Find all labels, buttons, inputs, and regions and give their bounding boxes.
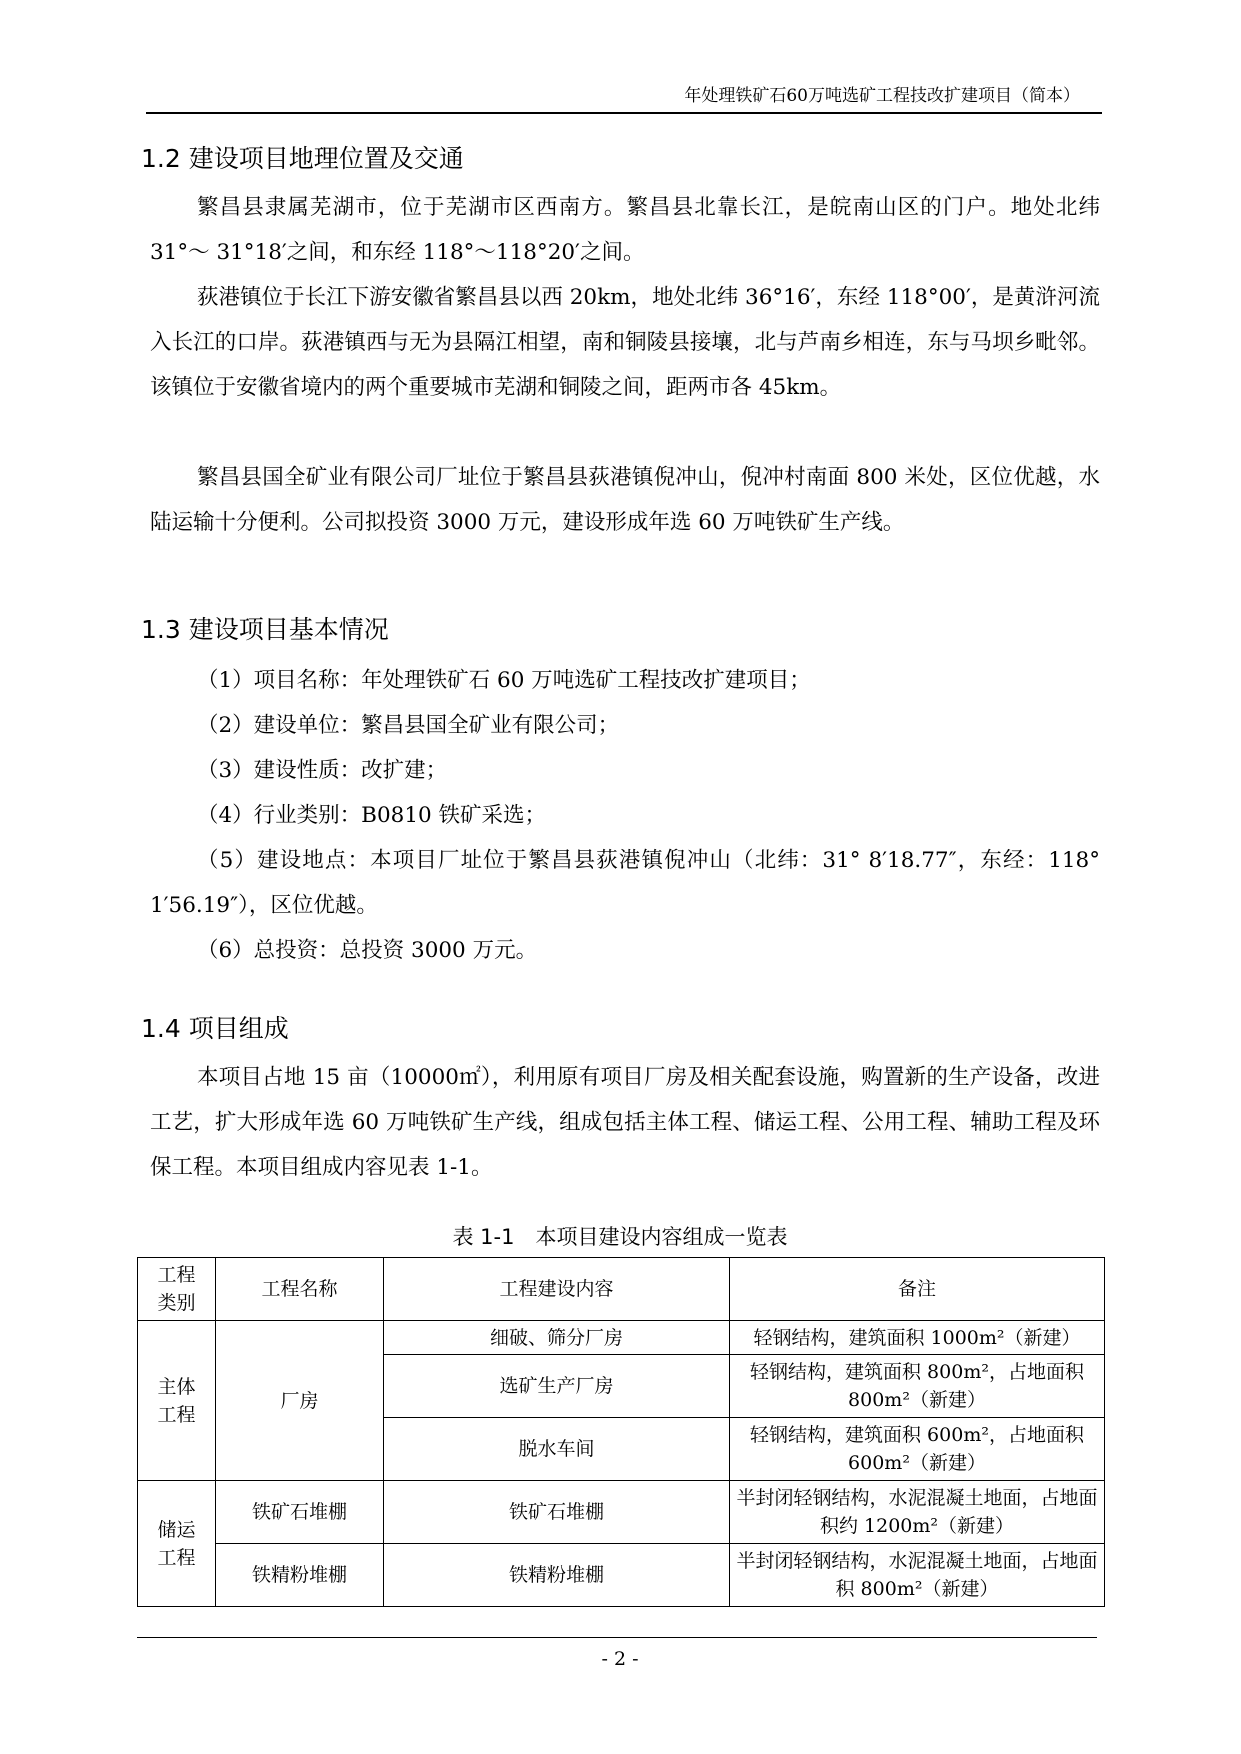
section-heading-1-3: 1.3 建设项目基本情况 — [141, 615, 389, 644]
category-cell: 储运工程 — [138, 1481, 216, 1607]
header-category: 工程类别 — [138, 1258, 216, 1321]
info-item-unit: （2）建设单位：繁昌县国全矿业有限公司； — [197, 713, 620, 738]
info-item-investment: （6）总投资：总投资 3000 万元。 — [197, 938, 538, 963]
table-row — [138, 1544, 1105, 1607]
content-cell: 细破、筛分厂房 — [384, 1321, 730, 1355]
remark-cell: 轻钢结构，建筑面积 600m²，占地面积 600m²（新建） — [730, 1418, 1105, 1481]
page-header-title: 年处理铁矿石60万吨选矿工程技改扩建项目（简本） — [684, 86, 1080, 106]
content-cell: 选矿生产厂房 — [384, 1355, 730, 1418]
footer-rule — [137, 1637, 1097, 1638]
section-heading-1-4: 1.4 项目组成 — [141, 1014, 289, 1043]
category-cell: 主体工程 — [138, 1321, 216, 1481]
remark-cell: 半封闭轻钢结构，水泥混凝土地面，占地面积约 1200m²（新建） — [730, 1481, 1105, 1544]
remark-cell: 半封闭轻钢结构，水泥混凝土地面，占地面积 800m²（新建） — [730, 1544, 1105, 1607]
content-cell: 铁精粉堆棚 — [384, 1544, 730, 1607]
section-heading-1-2: 1.2 建设项目地理位置及交通 — [141, 144, 464, 173]
paragraph-location-2: 荻港镇位于长江下游安徽省繁昌县以西 20km，地处北纬 36°16′，东经 118°00′，是黄浒河流入长江的口岸。荻港镇西与无为县隔江相望，南和铜陵县接壤，北与芦南乡相连，东与马坝乡毗邻。该镇位于安徽省境内的两个重要城市芜湖和铜陵之间，距两市各 45km。 — [150, 285, 1100, 400]
table-row — [138, 1321, 1105, 1355]
page-number: - 2 - — [601, 1648, 639, 1670]
content-cell: 脱水车间 — [384, 1418, 730, 1481]
name-cell: 铁矿石堆棚 — [216, 1481, 384, 1544]
remark-cell: 轻钢结构，建筑面积 1000m²（新建） — [730, 1321, 1105, 1355]
info-item-project-name: （1）项目名称：年处理铁矿石 60 万吨选矿工程技改扩建项目； — [197, 668, 811, 693]
name-cell: 厂房 — [216, 1321, 384, 1481]
header-name: 工程名称 — [216, 1258, 384, 1321]
paragraph-composition: 本项目占地 15 亩（10000㎡），利用原有项目厂房及相关配套设施，购置新的生产设备，改进工艺，扩大形成年选 60 万吨铁矿生产线，组成包括主体工程、储运工程、公用工程、辅助工程及环保工程。本项目组成内容见表 1-1。 — [150, 1065, 1100, 1180]
table-row — [138, 1481, 1105, 1544]
paragraph-location-3: 繁昌县国全矿业有限公司厂址位于繁昌县荻港镇倪冲山，倪冲村南面 800 米处，区位优越，水陆运输十分便利。公司拟投资 3000 万元，建设形成年选 60 万吨铁矿生产线。 — [150, 465, 1100, 535]
header-remark: 备注 — [730, 1258, 1105, 1321]
table-caption: 表 1-1 本项目建设内容组成一览表 — [452, 1225, 788, 1249]
info-item-location: （5）建设地点：本项目厂址位于繁昌县荻港镇倪冲山（北纬：31° 8′18.77″，东经：118° 1′56.19″），区位优越。 — [150, 848, 1100, 918]
info-item-industry: （4）行业类别：B0810 铁矿采选； — [197, 803, 547, 828]
table-header-row — [138, 1258, 1105, 1321]
info-item-nature: （3）建设性质：改扩建； — [197, 758, 448, 783]
composition-table — [137, 1257, 1105, 1607]
remark-cell: 轻钢结构，建筑面积 800m²，占地面积 800m²（新建） — [730, 1355, 1105, 1418]
header-content: 工程建设内容 — [384, 1258, 730, 1321]
paragraph-location-1: 繁昌县隶属芜湖市，位于芜湖市区西南方。繁昌县北靠长江，是皖南山区的门户。地处北纬 31°～ 31°18′之间，和东经 118°～118°20′之间。 — [150, 195, 1100, 265]
header-rule — [146, 112, 1102, 114]
content-cell: 铁矿石堆棚 — [384, 1481, 730, 1544]
name-cell: 铁精粉堆棚 — [216, 1544, 384, 1607]
